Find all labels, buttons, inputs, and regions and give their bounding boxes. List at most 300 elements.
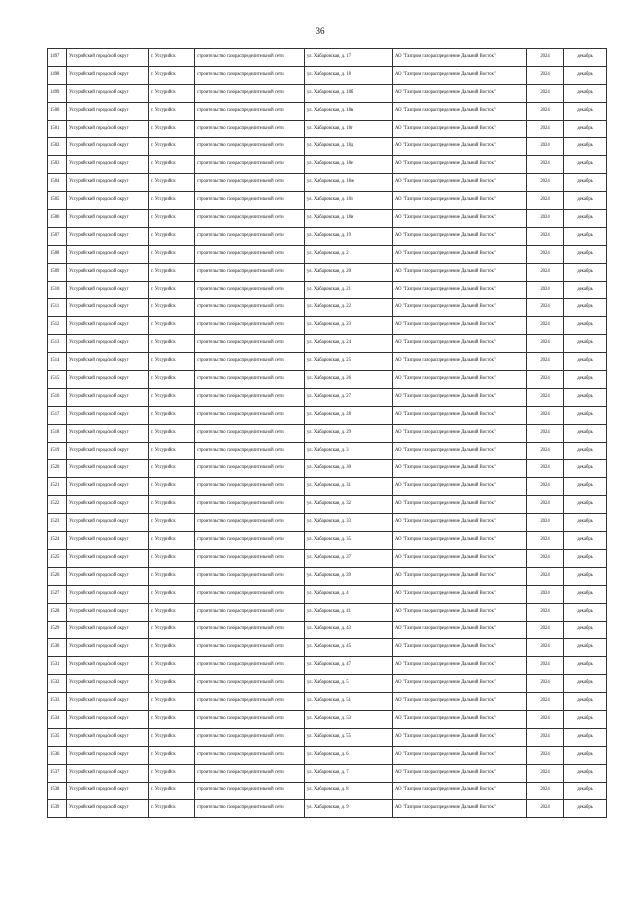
organization-cell: АО "Газпром газораспределение Дальний Восток" <box>393 388 527 406</box>
table-row <box>48 603 607 621</box>
district-cell: Уссурийский городской округ <box>67 66 149 84</box>
table-row <box>48 585 607 603</box>
work-type-cell: строительство газораспределительной сети <box>195 156 305 174</box>
year-cell: 2024 <box>527 693 564 711</box>
city-cell: г. Уссурийск <box>149 603 195 621</box>
table-row <box>48 192 607 210</box>
row-number-cell: 1501 <box>48 120 67 138</box>
year-cell: 2024 <box>527 514 564 532</box>
table-row <box>48 728 607 746</box>
organization-cell: АО "Газпром газораспределение Дальний Восток" <box>393 782 527 800</box>
work-type-cell: строительство газораспределительной сети <box>195 693 305 711</box>
work-type-cell: строительство газораспределительной сети <box>195 603 305 621</box>
city-cell: г. Уссурийск <box>149 353 195 371</box>
work-type-cell: строительство газораспределительной сети <box>195 210 305 228</box>
district-cell: Уссурийский городской округ <box>67 603 149 621</box>
district-cell: Уссурийский городской округ <box>67 585 149 603</box>
row-number-cell: 1498 <box>48 66 67 84</box>
month-cell: декабрь <box>564 49 607 67</box>
table-row <box>48 532 607 550</box>
table-row <box>48 227 607 245</box>
month-cell: декабрь <box>564 84 607 102</box>
address-cell: ул. Хабаровская, д. 21 <box>305 281 393 299</box>
city-cell: г. Уссурийск <box>149 496 195 514</box>
year-cell: 2024 <box>527 424 564 442</box>
district-cell: Уссурийский городской округ <box>67 478 149 496</box>
row-number-cell: 1539 <box>48 800 67 818</box>
district-cell: Уссурийский городской округ <box>67 567 149 585</box>
city-cell: г. Уссурийск <box>149 245 195 263</box>
row-number-cell: 1513 <box>48 335 67 353</box>
month-cell: декабрь <box>564 603 607 621</box>
city-cell: г. Уссурийск <box>149 621 195 639</box>
district-cell: Уссурийский городской округ <box>67 138 149 156</box>
city-cell: г. Уссурийск <box>149 174 195 192</box>
work-type-cell: строительство газораспределительной сети <box>195 639 305 657</box>
organization-cell: АО "Газпром газораспределение Дальний Восток" <box>393 585 527 603</box>
table-row <box>48 299 607 317</box>
work-type-cell: строительство газораспределительной сети <box>195 317 305 335</box>
address-cell: ул. Хабаровская, д. 4 <box>305 585 393 603</box>
table-row <box>48 800 607 818</box>
year-cell: 2024 <box>527 442 564 460</box>
table-row <box>48 84 607 102</box>
city-cell: г. Уссурийск <box>149 317 195 335</box>
address-cell: ул. Хабаровская, д. 27 <box>305 388 393 406</box>
work-type-cell: строительство газораспределительной сети <box>195 478 305 496</box>
address-cell: ул. Хабаровская, д. 20 <box>305 263 393 281</box>
year-cell: 2024 <box>527 49 564 67</box>
city-cell: г. Уссурийск <box>149 764 195 782</box>
work-type-cell: строительство газораспределительной сети <box>195 675 305 693</box>
address-cell: ул. Хабаровская, д. 19 <box>305 227 393 245</box>
month-cell: декабрь <box>564 120 607 138</box>
year-cell: 2024 <box>527 764 564 782</box>
address-cell: ул. Хабаровская, д. 22 <box>305 299 393 317</box>
district-cell: Уссурийский городской округ <box>67 746 149 764</box>
work-type-cell: строительство газораспределительной сети <box>195 245 305 263</box>
row-number-cell: 1518 <box>48 424 67 442</box>
table-row <box>48 514 607 532</box>
month-cell: декабрь <box>564 675 607 693</box>
address-cell: ул. Хабаровская, д. 17 <box>305 49 393 67</box>
work-type-cell: строительство газораспределительной сети <box>195 66 305 84</box>
district-cell: Уссурийский городской округ <box>67 782 149 800</box>
work-type-cell: строительство газораспределительной сети <box>195 567 305 585</box>
work-type-cell: строительство газораспределительной сети <box>195 388 305 406</box>
district-cell: Уссурийский городской округ <box>67 245 149 263</box>
work-type-cell: строительство газораспределительной сети <box>195 281 305 299</box>
year-cell: 2024 <box>527 317 564 335</box>
month-cell: декабрь <box>564 424 607 442</box>
table-row <box>48 66 607 84</box>
address-cell: ул. Хабаровская, д. 23 <box>305 317 393 335</box>
organization-cell: АО "Газпром газораспределение Дальний Восток" <box>393 102 527 120</box>
city-cell: г. Уссурийск <box>149 192 195 210</box>
organization-cell: АО "Газпром газораспределение Дальний Восток" <box>393 210 527 228</box>
address-cell: ул. Хабаровская, д. 18д <box>305 138 393 156</box>
address-cell: ул. Хабаровская, д. 33 <box>305 514 393 532</box>
organization-cell: АО "Газпром газораспределение Дальний Восток" <box>393 192 527 210</box>
district-cell: Уссурийский городской округ <box>67 442 149 460</box>
district-cell: Уссурийский городской округ <box>67 764 149 782</box>
month-cell: декабрь <box>564 746 607 764</box>
month-cell: декабрь <box>564 174 607 192</box>
table-row <box>48 746 607 764</box>
work-type-cell: строительство газораспределительной сети <box>195 728 305 746</box>
table-row <box>48 317 607 335</box>
organization-cell: АО "Газпром газораспределение Дальний Восток" <box>393 424 527 442</box>
table-row <box>48 424 607 442</box>
organization-cell: АО "Газпром газораспределение Дальний Восток" <box>393 227 527 245</box>
address-cell: ул. Хабаровская, д. 18г <box>305 120 393 138</box>
city-cell: г. Уссурийск <box>149 728 195 746</box>
city-cell: г. Уссурийск <box>149 532 195 550</box>
city-cell: г. Уссурийск <box>149 424 195 442</box>
row-number-cell: 1527 <box>48 585 67 603</box>
address-cell: ул. Хабаровская, д. 18 <box>305 66 393 84</box>
city-cell: г. Уссурийск <box>149 514 195 532</box>
row-number-cell: 1533 <box>48 693 67 711</box>
city-cell: г. Уссурийск <box>149 442 195 460</box>
district-cell: Уссурийский городской округ <box>67 49 149 67</box>
address-cell: ул. Хабаровская, д. 55 <box>305 728 393 746</box>
row-number-cell: 1516 <box>48 388 67 406</box>
table-row <box>48 549 607 567</box>
address-cell: ул. Хабаровская, д. 18в <box>305 102 393 120</box>
address-cell: ул. Хабаровская, д. 30 <box>305 460 393 478</box>
year-cell: 2024 <box>527 210 564 228</box>
year-cell: 2024 <box>527 66 564 84</box>
city-cell: г. Уссурийск <box>149 549 195 567</box>
month-cell: декабрь <box>564 585 607 603</box>
row-number-cell: 1515 <box>48 371 67 389</box>
table-row <box>48 156 607 174</box>
year-cell: 2024 <box>527 800 564 818</box>
month-cell: декабрь <box>564 102 607 120</box>
organization-cell: АО "Газпром газораспределение Дальний Восток" <box>393 442 527 460</box>
district-cell: Уссурийский городской округ <box>67 514 149 532</box>
table-row <box>48 460 607 478</box>
row-number-cell: 1520 <box>48 460 67 478</box>
table-row <box>48 478 607 496</box>
organization-cell: АО "Газпром газораспределение Дальний Восток" <box>393 603 527 621</box>
city-cell: г. Уссурийск <box>149 227 195 245</box>
district-cell: Уссурийский городской округ <box>67 460 149 478</box>
table-row <box>48 49 607 67</box>
month-cell: декабрь <box>564 406 607 424</box>
district-cell: Уссурийский городской округ <box>67 675 149 693</box>
row-number-cell: 1505 <box>48 192 67 210</box>
organization-cell: АО "Газпром газораспределение Дальний Восток" <box>393 406 527 424</box>
address-cell: ул. Хабаровская, д. 18з <box>305 192 393 210</box>
year-cell: 2024 <box>527 657 564 675</box>
month-cell: декабрь <box>564 442 607 460</box>
table-row <box>48 693 607 711</box>
table-row <box>48 138 607 156</box>
city-cell: г. Уссурийск <box>149 281 195 299</box>
address-cell: ул. Хабаровская, д. 41 <box>305 603 393 621</box>
work-type-cell: строительство газораспределительной сети <box>195 764 305 782</box>
row-number-cell: 1521 <box>48 478 67 496</box>
organization-cell: АО "Газпром газораспределение Дальний Восток" <box>393 532 527 550</box>
district-cell: Уссурийский городской округ <box>67 800 149 818</box>
work-type-cell: строительство газораспределительной сети <box>195 299 305 317</box>
month-cell: декабрь <box>564 567 607 585</box>
row-number-cell: 1526 <box>48 567 67 585</box>
work-type-cell: строительство газораспределительной сети <box>195 800 305 818</box>
district-cell: Уссурийский городской округ <box>67 299 149 317</box>
address-cell: ул. Хабаровская, д. 45 <box>305 639 393 657</box>
month-cell: декабрь <box>564 371 607 389</box>
address-cell: ул. Хабаровская, д. 8 <box>305 782 393 800</box>
district-cell: Уссурийский городской округ <box>67 693 149 711</box>
month-cell: декабрь <box>564 66 607 84</box>
month-cell: декабрь <box>564 388 607 406</box>
work-type-cell: строительство газораспределительной сети <box>195 460 305 478</box>
organization-cell: АО "Газпром газораспределение Дальний Восток" <box>393 693 527 711</box>
organization-cell: АО "Газпром газораспределение Дальний Восток" <box>393 639 527 657</box>
year-cell: 2024 <box>527 532 564 550</box>
table-row <box>48 782 607 800</box>
row-number-cell: 1530 <box>48 639 67 657</box>
organization-cell: АО "Газпром газораспределение Дальний Восток" <box>393 496 527 514</box>
year-cell: 2024 <box>527 335 564 353</box>
work-type-cell: строительство газораспределительной сети <box>195 353 305 371</box>
city-cell: г. Уссурийск <box>149 657 195 675</box>
month-cell: декабрь <box>564 299 607 317</box>
district-cell: Уссурийский городской округ <box>67 263 149 281</box>
year-cell: 2024 <box>527 710 564 728</box>
table-row <box>48 764 607 782</box>
work-type-cell: строительство газораспределительной сети <box>195 496 305 514</box>
organization-cell: АО "Газпром газораспределение Дальний Восток" <box>393 353 527 371</box>
month-cell: декабрь <box>564 549 607 567</box>
city-cell: г. Уссурийск <box>149 460 195 478</box>
month-cell: декабрь <box>564 496 607 514</box>
row-number-cell: 1519 <box>48 442 67 460</box>
year-cell: 2024 <box>527 174 564 192</box>
work-type-cell: строительство газораспределительной сети <box>195 263 305 281</box>
address-cell: ул. Хабаровская, д. 25 <box>305 353 393 371</box>
year-cell: 2024 <box>527 84 564 102</box>
organization-cell: АО "Газпром газораспределение Дальний Восток" <box>393 549 527 567</box>
district-cell: Уссурийский городской округ <box>67 371 149 389</box>
address-cell: ул. Хабаровская, д. 18е <box>305 156 393 174</box>
row-number-cell: 1536 <box>48 746 67 764</box>
month-cell: декабрь <box>564 764 607 782</box>
work-type-cell: строительство газораспределительной сети <box>195 549 305 567</box>
organization-cell: АО "Газпром газораспределение Дальний Восток" <box>393 138 527 156</box>
month-cell: декабрь <box>564 138 607 156</box>
district-cell: Уссурийский городской округ <box>67 657 149 675</box>
organization-cell: АО "Газпром газораспределение Дальний Восток" <box>393 567 527 585</box>
month-cell: декабрь <box>564 693 607 711</box>
row-number-cell: 1532 <box>48 675 67 693</box>
month-cell: декабрь <box>564 532 607 550</box>
city-cell: г. Уссурийск <box>149 120 195 138</box>
city-cell: г. Уссурийск <box>149 263 195 281</box>
city-cell: г. Уссурийск <box>149 639 195 657</box>
year-cell: 2024 <box>527 746 564 764</box>
address-cell: ул. Хабаровская, д. 18и <box>305 210 393 228</box>
address-cell: ул. Хабаровская, д. 35 <box>305 532 393 550</box>
table-row <box>48 335 607 353</box>
address-cell: ул. Хабаровская, д. 6 <box>305 746 393 764</box>
row-number-cell: 1537 <box>48 764 67 782</box>
address-cell: ул. Хабаровская, д. 31 <box>305 478 393 496</box>
row-number-cell: 1504 <box>48 174 67 192</box>
district-cell: Уссурийский городской округ <box>67 317 149 335</box>
organization-cell: АО "Газпром газораспределение Дальний Восток" <box>393 728 527 746</box>
row-number-cell: 1531 <box>48 657 67 675</box>
year-cell: 2024 <box>527 138 564 156</box>
year-cell: 2024 <box>527 263 564 281</box>
district-cell: Уссурийский городской округ <box>67 639 149 657</box>
city-cell: г. Уссурийск <box>149 210 195 228</box>
year-cell: 2024 <box>527 585 564 603</box>
organization-cell: АО "Газпром газораспределение Дальний Восток" <box>393 710 527 728</box>
year-cell: 2024 <box>527 567 564 585</box>
organization-cell: АО "Газпром газораспределение Дальний Восток" <box>393 675 527 693</box>
year-cell: 2024 <box>527 281 564 299</box>
district-cell: Уссурийский городской округ <box>67 210 149 228</box>
table-row <box>48 210 607 228</box>
address-cell: ул. Хабаровская, д. 32 <box>305 496 393 514</box>
year-cell: 2024 <box>527 460 564 478</box>
row-number-cell: 1499 <box>48 84 67 102</box>
organization-cell: АО "Газпром газораспределение Дальний Восток" <box>393 335 527 353</box>
organization-cell: АО "Газпром газораспределение Дальний Восток" <box>393 66 527 84</box>
work-type-cell: строительство газораспределительной сети <box>195 514 305 532</box>
year-cell: 2024 <box>527 102 564 120</box>
city-cell: г. Уссурийск <box>149 371 195 389</box>
table-row <box>48 174 607 192</box>
month-cell: декабрь <box>564 514 607 532</box>
district-cell: Уссурийский городской округ <box>67 335 149 353</box>
work-type-cell: строительство газораспределительной сети <box>195 657 305 675</box>
work-type-cell: строительство газораспределительной сети <box>195 710 305 728</box>
year-cell: 2024 <box>527 603 564 621</box>
district-cell: Уссурийский городской округ <box>67 227 149 245</box>
organization-cell: АО "Газпром газораспределение Дальний Восток" <box>393 746 527 764</box>
year-cell: 2024 <box>527 549 564 567</box>
table-row <box>48 102 607 120</box>
city-cell: г. Уссурийск <box>149 138 195 156</box>
work-type-cell: строительство газораспределительной сети <box>195 442 305 460</box>
organization-cell: АО "Газпром газораспределение Дальний Восток" <box>393 460 527 478</box>
row-number-cell: 1507 <box>48 227 67 245</box>
district-cell: Уссурийский городской округ <box>67 174 149 192</box>
table-row <box>48 496 607 514</box>
work-type-cell: строительство газораспределительной сети <box>195 424 305 442</box>
table-row <box>48 675 607 693</box>
work-type-cell: строительство газораспределительной сети <box>195 102 305 120</box>
row-number-cell: 1535 <box>48 728 67 746</box>
year-cell: 2024 <box>527 299 564 317</box>
organization-cell: АО "Газпром газораспределение Дальний Восток" <box>393 764 527 782</box>
work-type-cell: строительство газораспределительной сети <box>195 782 305 800</box>
table-row <box>48 657 607 675</box>
row-number-cell: 1508 <box>48 245 67 263</box>
month-cell: декабрь <box>564 710 607 728</box>
year-cell: 2024 <box>527 478 564 496</box>
district-cell: Уссурийский городской округ <box>67 496 149 514</box>
city-cell: г. Уссурийск <box>149 675 195 693</box>
row-number-cell: 1512 <box>48 317 67 335</box>
table-row <box>48 567 607 585</box>
work-type-cell: строительство газораспределительной сети <box>195 174 305 192</box>
district-cell: Уссурийский городской округ <box>67 156 149 174</box>
year-cell: 2024 <box>527 353 564 371</box>
year-cell: 2024 <box>527 371 564 389</box>
table-row <box>48 406 607 424</box>
city-cell: г. Уссурийск <box>149 693 195 711</box>
month-cell: декабрь <box>564 317 607 335</box>
address-cell: ул. Хабаровская, д. 3 <box>305 442 393 460</box>
organization-cell: АО "Газпром газораспределение Дальний Восток" <box>393 174 527 192</box>
district-cell: Уссурийский городской округ <box>67 424 149 442</box>
work-type-cell: строительство газораспределительной сети <box>195 335 305 353</box>
row-number-cell: 1510 <box>48 281 67 299</box>
work-type-cell: строительство газораспределительной сети <box>195 585 305 603</box>
table-row <box>48 388 607 406</box>
city-cell: г. Уссурийск <box>149 406 195 424</box>
district-cell: Уссурийский городской округ <box>67 710 149 728</box>
address-cell: ул. Хабаровская, д. 28 <box>305 406 393 424</box>
organization-cell: АО "Газпром газораспределение Дальний Восток" <box>393 621 527 639</box>
work-type-cell: строительство газораспределительной сети <box>195 138 305 156</box>
city-cell: г. Уссурийск <box>149 478 195 496</box>
organization-cell: АО "Газпром газораспределение Дальний Восток" <box>393 371 527 389</box>
table-row <box>48 710 607 728</box>
work-type-cell: строительство газораспределительной сети <box>195 371 305 389</box>
month-cell: декабрь <box>564 460 607 478</box>
table-row <box>48 442 607 460</box>
row-number-cell: 1497 <box>48 49 67 67</box>
month-cell: декабрь <box>564 156 607 174</box>
table-row <box>48 263 607 281</box>
address-cell: ул. Хабаровская, д. 9 <box>305 800 393 818</box>
year-cell: 2024 <box>527 192 564 210</box>
district-cell: Уссурийский городской округ <box>67 102 149 120</box>
organization-cell: АО "Газпром газораспределение Дальний Восток" <box>393 263 527 281</box>
city-cell: г. Уссурийск <box>149 388 195 406</box>
row-number-cell: 1502 <box>48 138 67 156</box>
year-cell: 2024 <box>527 156 564 174</box>
work-type-cell: строительство газораспределительной сети <box>195 192 305 210</box>
city-cell: г. Уссурийск <box>149 102 195 120</box>
month-cell: декабрь <box>564 192 607 210</box>
address-cell: ул. Хабаровская, д. 51 <box>305 693 393 711</box>
row-number-cell: 1525 <box>48 549 67 567</box>
district-cell: Уссурийский городской округ <box>67 621 149 639</box>
table-row <box>48 639 607 657</box>
city-cell: г. Уссурийск <box>149 710 195 728</box>
city-cell: г. Уссурийск <box>149 335 195 353</box>
work-type-cell: строительство газораспределительной сети <box>195 84 305 102</box>
month-cell: декабрь <box>564 657 607 675</box>
address-cell: ул. Хабаровская, д. 37 <box>305 549 393 567</box>
month-cell: декабрь <box>564 478 607 496</box>
year-cell: 2024 <box>527 728 564 746</box>
organization-cell: АО "Газпром газораспределение Дальний Восток" <box>393 317 527 335</box>
row-number-cell: 1534 <box>48 710 67 728</box>
organization-cell: АО "Газпром газораспределение Дальний Восток" <box>393 84 527 102</box>
year-cell: 2024 <box>527 227 564 245</box>
year-cell: 2024 <box>527 120 564 138</box>
year-cell: 2024 <box>527 496 564 514</box>
